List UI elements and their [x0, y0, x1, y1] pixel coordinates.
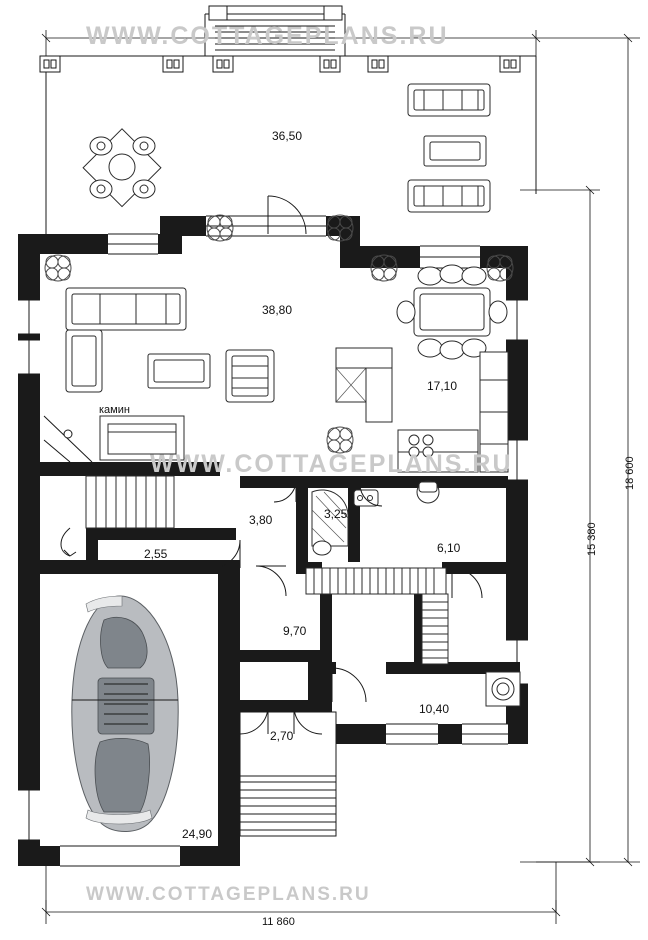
terrace-furniture: [83, 84, 490, 212]
room-area-label: 10,40: [419, 702, 450, 716]
room-area-label: 2,55: [144, 547, 168, 561]
room-area-label: 2,70: [270, 729, 294, 743]
room-area-label: 3,25: [324, 507, 348, 521]
room-area-label: 36,50: [272, 129, 303, 143]
fireplace-label: камин: [99, 404, 130, 416]
room-area-label: 24,90: [182, 827, 213, 841]
dimension-right-inner: 15 380: [586, 522, 598, 556]
dimension-bottom: 11 860: [262, 916, 295, 928]
room-area-label: 6,10: [437, 541, 461, 555]
room-area-label: 9,70: [283, 624, 307, 638]
watermark-top: WWW.COTTAGEPLANS.RU: [86, 22, 449, 50]
watermark-bottom: WWW.COTTAGEPLANS.RU: [86, 884, 371, 905]
car-illustration: [72, 596, 178, 832]
dimension-right-outer: 18 600: [624, 456, 636, 490]
room-area-label: 38,80: [262, 303, 293, 317]
room-area-label: 17,10: [427, 379, 458, 393]
watermark-middle: WWW.COTTAGEPLANS.RU: [150, 450, 513, 478]
room-area-label: 3,80: [249, 513, 273, 527]
